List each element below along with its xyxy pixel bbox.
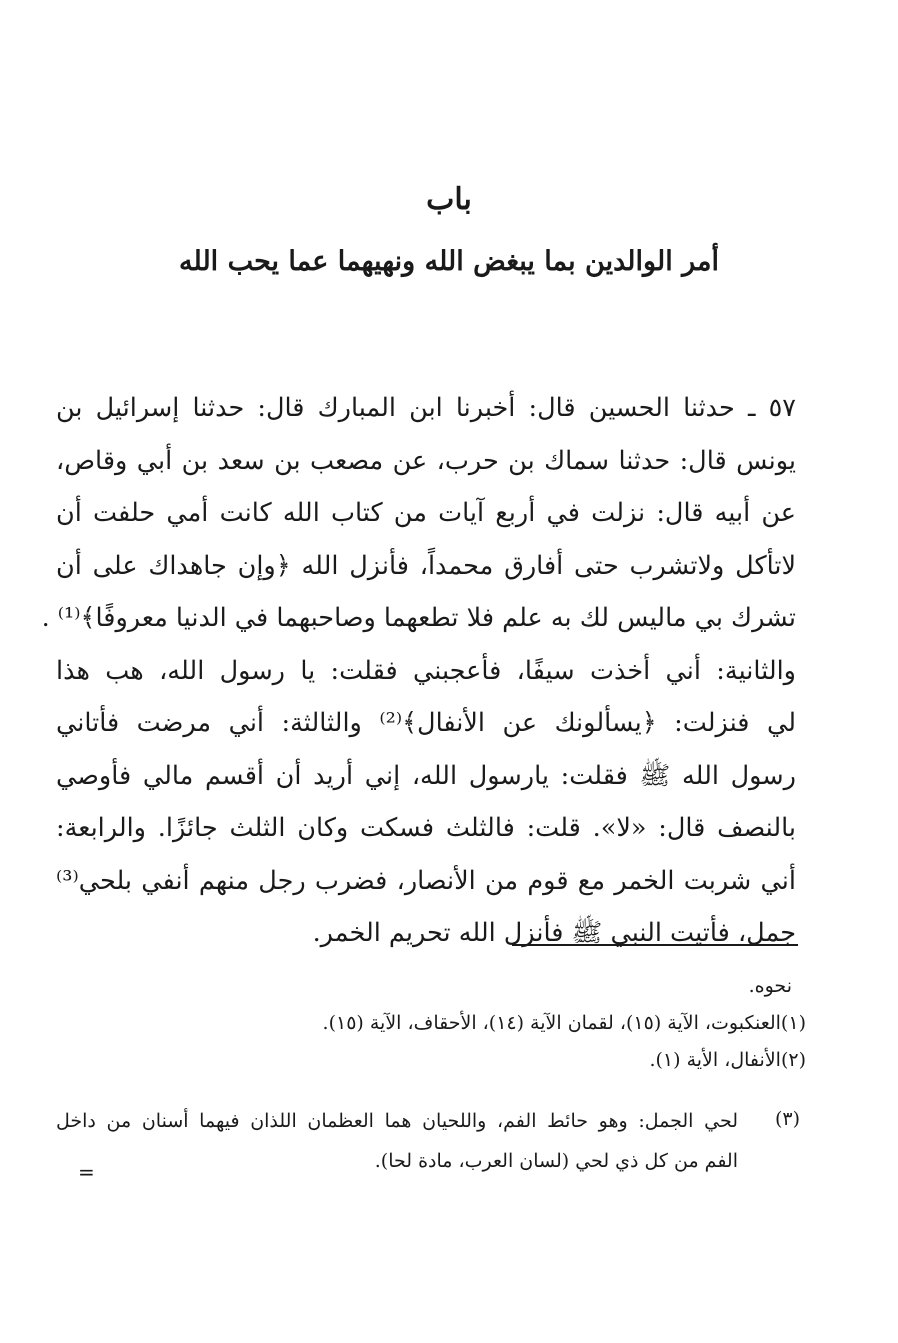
footnote-3-line: الفم من كل ذي لحي (لسان العرب، مادة لحا). bbox=[374, 1150, 738, 1172]
body-line: بالنصف قال: «لا». قلت: فالثلث فسكت وكان الثلث جائزًا. والرابعة: bbox=[56, 813, 796, 843]
footnote-spacer bbox=[56, 1079, 806, 1101]
body-line: ٥٧ ـ حدثنا الحسين قال: أخبرنا ابن المبارك قال: حدثنا إسرائيل بن bbox=[56, 393, 796, 423]
footnote-3-body bbox=[56, 1101, 738, 1181]
body-line: أني شربت الخمر مع قوم من الأنصار، فضرب رجل منهم أنفي بلحي⁽³⁾ bbox=[56, 865, 796, 896]
footnotes bbox=[56, 968, 806, 1181]
footnote-3-number: (٣) bbox=[774, 1108, 800, 1130]
body-line: لاتأكل ولاتشرب حتى أفارق محمداً، فأنزل الله ﴿وإن جاهداك على أن bbox=[56, 550, 796, 581]
footnote-carry-over: نحوه. bbox=[748, 975, 792, 997]
chapter-label: باب bbox=[426, 182, 472, 217]
footnote-3 bbox=[56, 1101, 806, 1181]
footnote-2: (٢)الأنفال، الأية (١). bbox=[649, 1049, 806, 1071]
footnote-separator bbox=[512, 944, 798, 946]
body-line: عن أبيه قال: نزلت في أربع آيات من كتاب الله كانت أمي حلفت أن bbox=[56, 498, 796, 528]
body-line: جمل، فأتيت النبي ﷺ فأنزل الله تحريم الخمر. bbox=[312, 918, 796, 948]
hadith-body bbox=[41, 382, 796, 960]
body-line: والثانية: أني أخذت سيفًا، فأعجبني فقلت: يا رسول الله، هب هذا bbox=[56, 655, 796, 686]
body-line: لي فنزلت: ﴿يسألونك عن الأنفال﴾⁽²⁾ والثالثة: أني مرضت فأتاني bbox=[56, 708, 796, 738]
body-line: يونس قال: حدثنا سماك بن حرب، عن مصعب بن سعد بن أبي وقاص، bbox=[56, 445, 796, 476]
footnote-3-line: لحي الجمل: وهو حائط الفم، واللحيان هما العظمان اللذان فيهما أسنان من داخل bbox=[56, 1110, 738, 1132]
page-continuation-mark: = bbox=[78, 1160, 95, 1184]
chapter-title: أمر الوالدين بما يبغض الله ونهيهما عما يحب الله bbox=[179, 246, 719, 277]
footnote-1: (١)العنكبوت، الآية (١٥)، لقمان الآية (١٤)، الأحقاف، الآية (١٥). bbox=[322, 1012, 806, 1034]
body-line: رسول الله ﷺ فقلت: يارسول الله، إني أريد أن أقسم مالي فأوصي bbox=[56, 760, 796, 791]
body-line: تشرك بي ماليس لك به علم فلا تطعهما وصاحبهما في الدنيا معروفًا﴾⁽¹⁾ . bbox=[41, 603, 796, 633]
